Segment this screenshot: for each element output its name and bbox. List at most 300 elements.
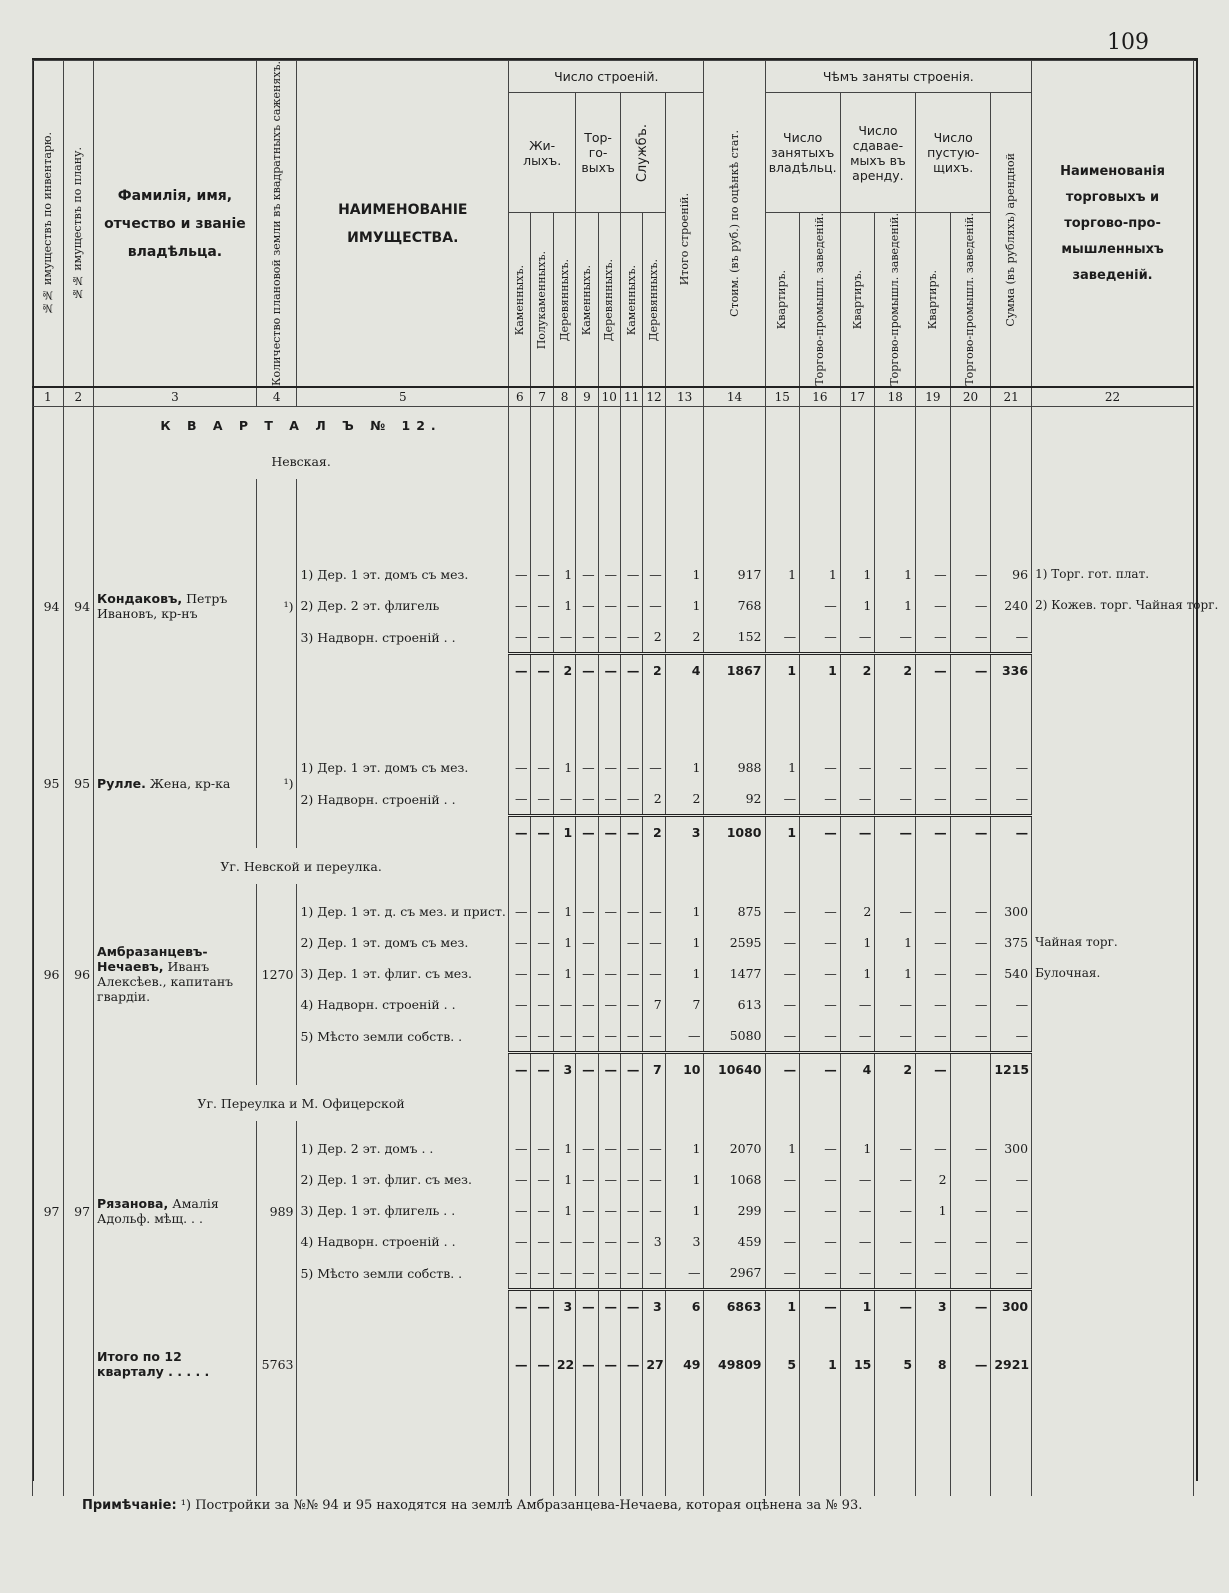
value-c14: 875: [704, 896, 765, 927]
empty-cell: [1032, 1053, 1194, 1086]
subtotal-c15: 1: [765, 816, 800, 849]
empty-cell: [531, 686, 553, 752]
subtotal-row: [33, 654, 1194, 687]
empty-cell: [704, 479, 765, 559]
spacer-row: [33, 1121, 1194, 1133]
subtotal-c17: —: [840, 816, 875, 849]
value-c13: 1: [665, 590, 704, 621]
value-c21: 240: [991, 590, 1032, 621]
empty-cell: [704, 1085, 765, 1121]
subtotal-c18: —: [875, 1290, 916, 1323]
empty-cell: [765, 848, 800, 884]
empty-cell: [991, 884, 1032, 896]
empty-cell: [553, 1085, 575, 1121]
plan-number: 97: [63, 1133, 94, 1290]
empty-cell: [765, 1322, 800, 1342]
empty-cell: [576, 848, 598, 884]
establishment-name: Булочная.: [1032, 958, 1194, 989]
empty-cell: [800, 443, 841, 479]
value-c8: 1: [553, 896, 575, 927]
establishment-name: [1032, 1133, 1194, 1164]
empty-cell: [297, 1053, 509, 1086]
value-c18: —: [875, 1133, 916, 1164]
empty-cell: [94, 884, 257, 896]
empty-cell: [916, 1386, 951, 1496]
value-c20: —: [950, 1133, 991, 1164]
value-c20: —: [950, 958, 991, 989]
value-c14: 459: [704, 1226, 765, 1257]
empty-cell: [63, 686, 94, 752]
header-building-use: Чѣмъ заняты строенія.: [765, 61, 1032, 93]
column-number: 5: [297, 387, 509, 407]
value-c20: —: [950, 1164, 991, 1195]
empty-cell: [643, 884, 665, 896]
empty-cell: [531, 1121, 553, 1133]
grand-total-c6: —: [509, 1342, 531, 1386]
empty-cell: [553, 443, 575, 479]
empty-cell: [704, 1322, 765, 1342]
empty-cell: [875, 479, 916, 559]
empty-cell: [531, 1322, 553, 1342]
spacer-row: [33, 884, 1194, 896]
empty-cell: [509, 884, 531, 896]
value-c10: —: [598, 1195, 620, 1226]
value-c7: —: [531, 1164, 553, 1195]
property-name: 5) Мѣсто земли собств. .: [297, 1020, 509, 1053]
property-name: 3) Дер. 1 эт. флигель . .: [297, 1195, 509, 1226]
empty-cell: [665, 1386, 704, 1496]
value-c10: [598, 927, 620, 958]
empty-cell: [256, 1322, 297, 1342]
empty-cell: [33, 407, 64, 444]
value-c12: —: [643, 1195, 665, 1226]
value-c21: 540: [991, 958, 1032, 989]
value-c15: —: [765, 1257, 800, 1290]
empty-cell: [643, 1322, 665, 1342]
empty-cell: [509, 1085, 531, 1121]
establishment-name: [1032, 1020, 1194, 1053]
subtotal-c17: 4: [840, 1053, 875, 1086]
header-rent-sum: Сумма (въ рубляхъ) арендной: [991, 93, 1032, 388]
inventory-number: 96: [33, 896, 64, 1053]
column-number: 10: [598, 387, 620, 407]
empty-cell: [643, 407, 665, 444]
empty-cell: [1032, 1121, 1194, 1133]
empty-cell: [509, 1121, 531, 1133]
value-c6: —: [509, 1195, 531, 1226]
land-area: 989: [256, 1133, 297, 1290]
empty-cell: [256, 479, 297, 559]
empty-cell: [63, 1053, 94, 1086]
empty-cell: [950, 407, 991, 444]
header-c20: Торгово-промышл. заведеній.: [950, 213, 991, 387]
empty-cell: [576, 443, 598, 479]
footnote-label: Примѣчаніе:: [82, 1498, 177, 1513]
empty-cell: [1032, 479, 1194, 559]
value-c21: 300: [991, 1133, 1032, 1164]
empty-cell: [620, 686, 642, 752]
value-c19: —: [916, 896, 951, 927]
value-c8: —: [553, 1226, 575, 1257]
value-c21: —: [991, 1164, 1032, 1195]
value-c6: —: [509, 1020, 531, 1053]
value-c9: —: [576, 927, 598, 958]
subtotal-c9: —: [576, 654, 598, 687]
empty-cell: [840, 884, 875, 896]
empty-cell: [991, 1386, 1032, 1496]
value-c19: 2: [916, 1164, 951, 1195]
value-c18: —: [875, 1226, 916, 1257]
value-c6: —: [509, 989, 531, 1020]
value-c15: —: [765, 1164, 800, 1195]
subtotal-c9: —: [576, 1053, 598, 1086]
empty-cell: [94, 1053, 257, 1086]
empty-cell: [94, 654, 257, 687]
grand-total-c14: 49809: [704, 1342, 765, 1386]
empty-cell: [991, 1322, 1032, 1342]
grand-total-c7: —: [531, 1342, 553, 1386]
empty-cell: [63, 848, 94, 884]
empty-cell: [840, 686, 875, 752]
empty-cell: [875, 1322, 916, 1342]
subtotal-c14: 10640: [704, 1053, 765, 1086]
subtotal-c8: 3: [553, 1290, 575, 1323]
value-c10: —: [598, 989, 620, 1020]
grand-total-c17: 15: [840, 1342, 875, 1386]
subtotal-c18: —: [875, 816, 916, 849]
header-c17: Квартиръ.: [840, 213, 875, 387]
footnote-text: ¹) Постройки за №№ 94 и 95 находятся на землѣ Амбразанцева-Нечаева, которая оцѣнена за № 93.: [180, 1498, 863, 1513]
establishment-name: [1032, 1164, 1194, 1195]
owner-name: [94, 1133, 257, 1290]
value-c6: —: [509, 896, 531, 927]
value-c15: —: [765, 989, 800, 1020]
value-c21: 96: [991, 559, 1032, 590]
value-c19: —: [916, 927, 951, 958]
header-c11: Каменныхъ.: [620, 213, 642, 387]
value-c13: —: [665, 1257, 704, 1290]
empty-cell: [531, 407, 553, 444]
empty-cell: [509, 443, 531, 479]
value-c18: 1: [875, 927, 916, 958]
footnote: [82, 1498, 862, 1513]
empty-cell: [1032, 1290, 1194, 1323]
establishment-name: [1032, 1257, 1194, 1290]
empty-cell: [991, 686, 1032, 752]
column-number: 15: [765, 387, 800, 407]
empty-cell: [800, 407, 841, 444]
value-c10: —: [598, 1257, 620, 1290]
value-c9: —: [576, 1020, 598, 1053]
header-c10: Деревянныхъ.: [598, 213, 620, 387]
column-number: 17: [840, 387, 875, 407]
value-c20: —: [950, 1020, 991, 1053]
column-numbers-row: [33, 387, 1194, 407]
value-c15: —: [765, 958, 800, 989]
value-c17: —: [840, 752, 875, 783]
header-total-buildings: Итого строеній.: [665, 93, 704, 388]
owner-name: [94, 752, 257, 816]
subtotal-row: [33, 1290, 1194, 1323]
value-c8: —: [553, 989, 575, 1020]
value-c18: —: [875, 1020, 916, 1053]
subtotal-c14: 6863: [704, 1290, 765, 1323]
value-c6: —: [509, 1133, 531, 1164]
value-c16: 1: [800, 559, 841, 590]
value-c12: —: [643, 590, 665, 621]
value-c8: 1: [553, 958, 575, 989]
empty-cell: [1032, 407, 1194, 444]
value-c13: 2: [665, 783, 704, 816]
value-c18: —: [875, 1195, 916, 1226]
empty-cell: [950, 1386, 991, 1496]
empty-cell: [620, 443, 642, 479]
empty-cell: [509, 848, 531, 884]
empty-cell: [704, 1121, 765, 1133]
header-c6: Каменныхъ.: [509, 213, 531, 387]
column-number: 8: [553, 387, 575, 407]
empty-cell: [950, 443, 991, 479]
empty-cell: [553, 407, 575, 444]
grand-total-c15: 5: [765, 1342, 800, 1386]
value-c18: —: [875, 1164, 916, 1195]
subtotal-c18: 2: [875, 1053, 916, 1086]
column-number: 3: [94, 387, 257, 407]
empty-cell: [665, 848, 704, 884]
value-c13: 1: [665, 752, 704, 783]
value-c17: 1: [840, 958, 875, 989]
empty-cell: [576, 686, 598, 752]
subtotal-c6: —: [509, 654, 531, 687]
property-name: 3) Дер. 1 эт. флиг. съ мез.: [297, 958, 509, 989]
empty-cell: [875, 443, 916, 479]
empty-cell: [1032, 686, 1194, 752]
empty-cell: [620, 479, 642, 559]
subtotal-c21: 300: [991, 1290, 1032, 1323]
value-c15: —: [765, 1226, 800, 1257]
empty-cell: [598, 443, 620, 479]
value-c12: —: [643, 752, 665, 783]
value-c9: —: [576, 1195, 598, 1226]
value-c20: —: [950, 783, 991, 816]
empty-cell: [553, 686, 575, 752]
establishment-name: [1032, 783, 1194, 816]
empty-cell: [33, 1121, 64, 1133]
value-c20: —: [950, 559, 991, 590]
value-c7: —: [531, 783, 553, 816]
subtotal-c6: —: [509, 1290, 531, 1323]
grand-total-c12: 27: [643, 1342, 665, 1386]
empty-cell: [800, 1085, 841, 1121]
inventory-number: 95: [33, 752, 64, 816]
value-c12: —: [643, 559, 665, 590]
empty-cell: [875, 884, 916, 896]
value-c20: —: [950, 621, 991, 654]
value-c15: —: [765, 1195, 800, 1226]
empty-cell: [991, 1085, 1032, 1121]
value-c18: —: [875, 752, 916, 783]
plan-number: 95: [63, 752, 94, 816]
value-c11: —: [620, 1133, 642, 1164]
value-c21: —: [991, 1020, 1032, 1053]
value-c13: 1: [665, 559, 704, 590]
empty-cell: [916, 407, 951, 444]
grand-total-c21: 2921: [991, 1342, 1032, 1386]
header-service: Службъ.: [620, 93, 665, 213]
value-c16: —: [800, 1164, 841, 1195]
value-c19: —: [916, 752, 951, 783]
subtotal-c10: —: [598, 816, 620, 849]
value-c8: 1: [553, 1164, 575, 1195]
value-c12: —: [643, 1257, 665, 1290]
value-c14: 768: [704, 590, 765, 621]
subtotal-c12: 2: [643, 816, 665, 849]
property-name: 1) Дер. 1 эт. домъ съ мез.: [297, 559, 509, 590]
subtotal-c12: 3: [643, 1290, 665, 1323]
empty-cell: [509, 479, 531, 559]
empty-cell: [840, 479, 875, 559]
subtotal-c15: 1: [765, 1290, 800, 1323]
value-c7: —: [531, 590, 553, 621]
subtotal-c8: 2: [553, 654, 575, 687]
value-c12: —: [643, 896, 665, 927]
empty-cell: [1032, 1342, 1194, 1386]
empty-cell: [256, 1290, 297, 1323]
value-c16: —: [800, 1226, 841, 1257]
street-heading: Уг. Невской и переулка.: [94, 848, 509, 884]
subtotal-c16: —: [800, 816, 841, 849]
spacer-row: [33, 1322, 1194, 1342]
empty-cell: [33, 686, 64, 752]
empty-cell: [1032, 443, 1194, 479]
subtotal-c14: 1080: [704, 816, 765, 849]
empty-cell: [950, 1085, 991, 1121]
empty-cell: [643, 443, 665, 479]
header-buildings-count: Число строеній.: [509, 61, 704, 93]
value-c6: —: [509, 783, 531, 816]
empty-cell: [509, 686, 531, 752]
empty-cell: [598, 407, 620, 444]
owner-details: Амалія Адольф. мѣщ. . .: [97, 1196, 219, 1227]
header-owner: Фамилія, имя, отчество и званіе владѣльца.: [94, 61, 257, 388]
empty-cell: [950, 1121, 991, 1133]
empty-cell: [531, 1386, 553, 1496]
owner-details: Петръ Ивановъ, кр-нъ: [97, 591, 228, 622]
empty-cell: [33, 884, 64, 896]
empty-cell: [576, 1085, 598, 1121]
owner-surname: Амбразанцевъ-Нечаевъ,: [97, 944, 208, 975]
value-c18: —: [875, 621, 916, 654]
subtotal-c16: —: [800, 1290, 841, 1323]
empty-cell: [665, 884, 704, 896]
empty-cell: [1032, 1322, 1194, 1342]
empty-cell: [256, 816, 297, 849]
value-c16: —: [800, 752, 841, 783]
value-c19: —: [916, 1226, 951, 1257]
empty-cell: [256, 1053, 297, 1086]
value-c10: —: [598, 621, 620, 654]
empty-cell: [531, 884, 553, 896]
subtotal-c6: —: [509, 1053, 531, 1086]
header-inventory-no: №№ имуществъ по инвентарю.: [33, 61, 64, 388]
empty-cell: [1032, 1386, 1194, 1496]
empty-cell: [800, 848, 841, 884]
empty-cell: [94, 1322, 257, 1342]
property-name: 4) Надворн. строеній . .: [297, 1226, 509, 1257]
value-c18: 1: [875, 958, 916, 989]
subtotal-c10: —: [598, 1053, 620, 1086]
street-heading-row: [33, 443, 1194, 479]
empty-cell: [33, 443, 64, 479]
column-number: 22: [1032, 387, 1194, 407]
value-c16: —: [800, 621, 841, 654]
subtotal-c11: —: [620, 1053, 642, 1086]
value-c17: 1: [840, 927, 875, 958]
grand-total-c13: 49: [665, 1342, 704, 1386]
value-c18: —: [875, 896, 916, 927]
header-property-name: НАИМЕНОВАНІЕ ИМУЩЕСТВА.: [297, 61, 509, 388]
empty-cell: [916, 479, 951, 559]
column-number: 6: [509, 387, 531, 407]
value-c15: 1: [765, 752, 800, 783]
value-c6: —: [509, 927, 531, 958]
empty-cell: [916, 1121, 951, 1133]
empty-cell: [63, 1322, 94, 1342]
empty-cell: [991, 848, 1032, 884]
value-c16: —: [800, 1195, 841, 1226]
value-c9: —: [576, 1133, 598, 1164]
value-c14: 1477: [704, 958, 765, 989]
empty-cell: [1032, 884, 1194, 896]
empty-cell: [765, 1386, 800, 1496]
ledger-body: [33, 387, 1219, 1496]
value-c17: 1: [840, 590, 875, 621]
empty-cell: [553, 1121, 575, 1133]
empty-cell: [297, 686, 509, 752]
value-c7: —: [531, 559, 553, 590]
empty-cell: [297, 1121, 509, 1133]
empty-cell: [63, 1085, 94, 1121]
value-c10: —: [598, 1226, 620, 1257]
value-c17: 1: [840, 559, 875, 590]
column-number: 2: [63, 387, 94, 407]
value-c21: —: [991, 1195, 1032, 1226]
value-c11: —: [620, 958, 642, 989]
empty-cell: [765, 884, 800, 896]
value-c9: —: [576, 989, 598, 1020]
empty-cell: [33, 1386, 64, 1496]
value-c20: —: [950, 927, 991, 958]
value-c14: 1068: [704, 1164, 765, 1195]
value-c6: —: [509, 1257, 531, 1290]
empty-cell: [765, 407, 800, 444]
header-c15: Квартиръ.: [765, 213, 800, 387]
value-c19: 1: [916, 1195, 951, 1226]
empty-cell: [553, 848, 575, 884]
value-c15: [765, 590, 800, 621]
value-c8: 1: [553, 927, 575, 958]
empty-cell: [875, 1121, 916, 1133]
subtotal-c20: [950, 1053, 991, 1086]
value-c20: —: [950, 590, 991, 621]
value-c20: —: [950, 1257, 991, 1290]
empty-cell: [553, 1322, 575, 1342]
value-c16: —: [800, 989, 841, 1020]
empty-cell: [916, 848, 951, 884]
value-c14: 152: [704, 621, 765, 654]
value-c17: 1: [840, 1133, 875, 1164]
empty-cell: [33, 479, 64, 559]
